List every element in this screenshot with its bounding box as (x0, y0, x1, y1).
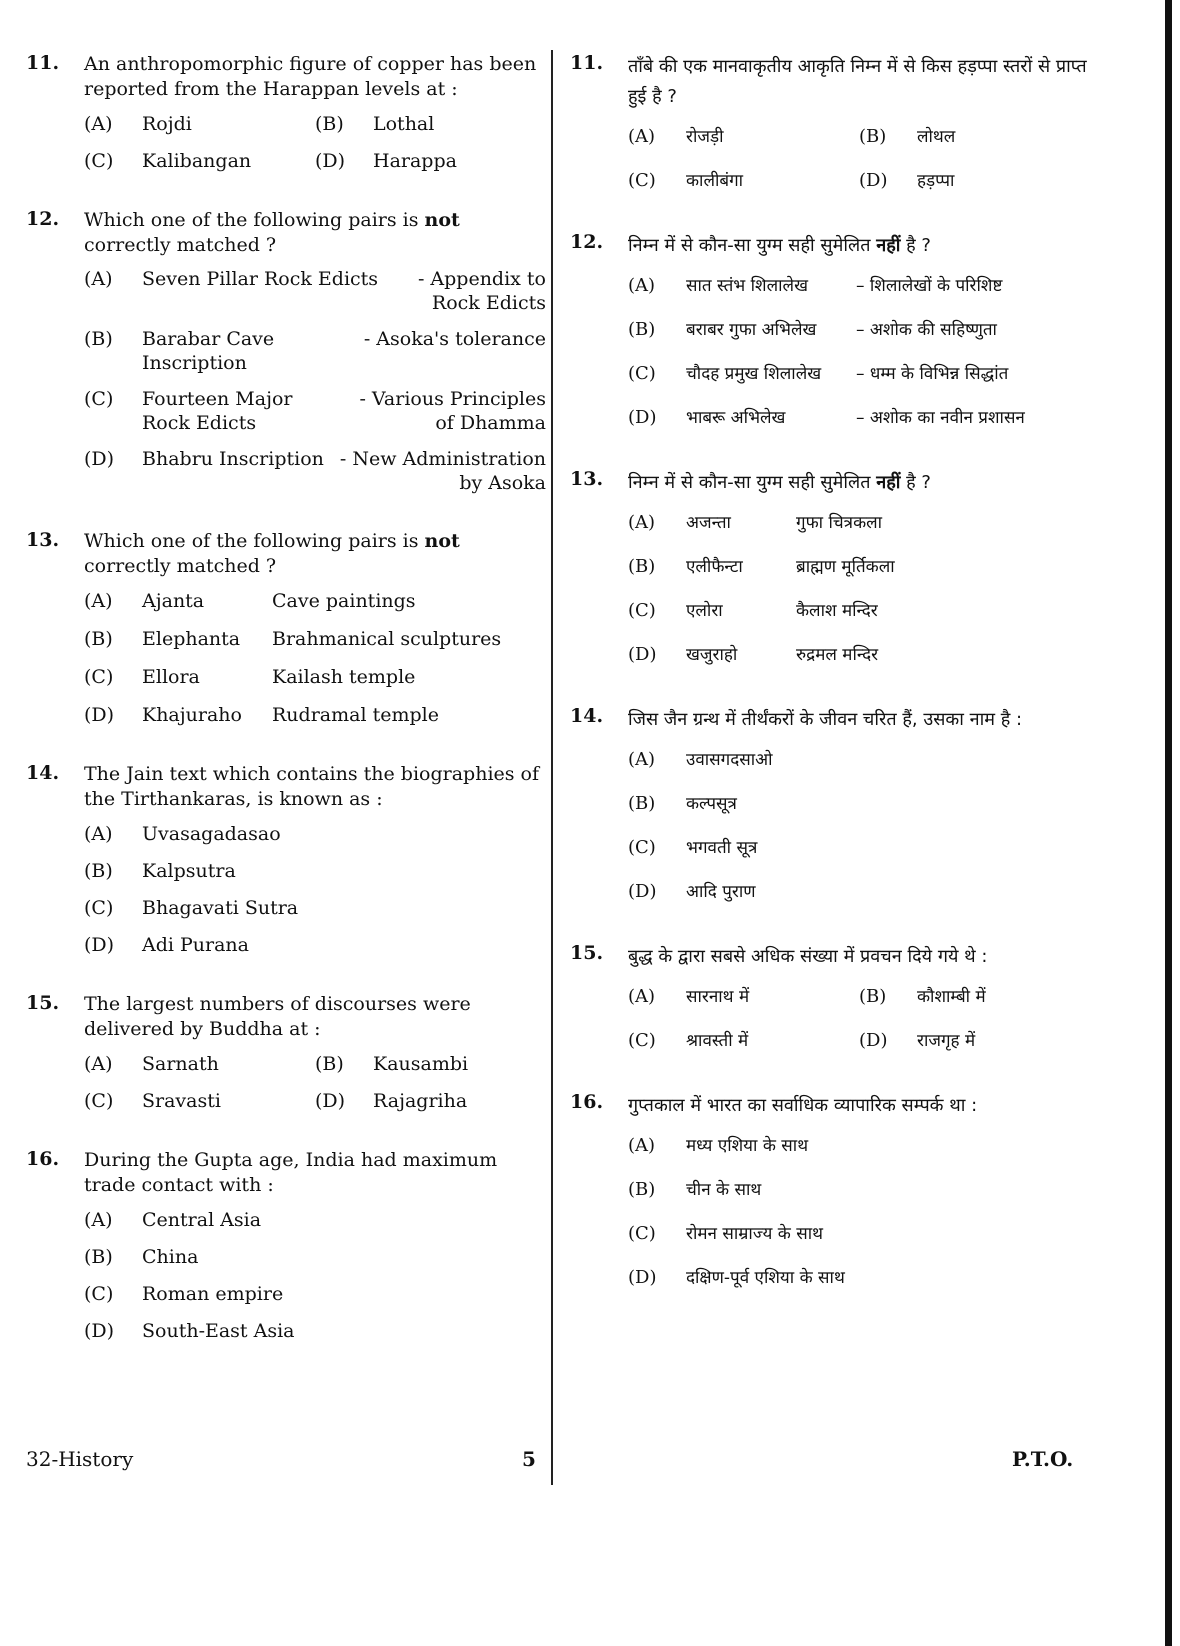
pair-row: (A) अजन्ता गुफा चित्रकला (628, 512, 883, 533)
question-14-hi (570, 705, 1090, 908)
question-number: 15. (26, 992, 60, 1014)
option-row: (D) Adi Purana (84, 934, 249, 956)
question-text: बुद्ध के द्वारा सबसे अधिक संख्या में प्रवचन दिये गये थे : (628, 946, 988, 967)
match-right: - Asoka's tolerance (363, 328, 546, 350)
option-row: (A) Uvasagadasao (84, 823, 281, 845)
option-label: (B) (315, 113, 344, 135)
option-row: (B) Kalpsutra (84, 860, 236, 882)
english-column (26, 52, 546, 1378)
match-row: (B) बराबर गुफा अभिलेख – अशोक की सहिष्णुता (628, 319, 997, 340)
question-11-en (26, 52, 546, 174)
emphasis-not: नहीं (876, 472, 901, 493)
option-label: (D) (315, 150, 346, 172)
option-value: Harappa (373, 150, 457, 172)
question-text: An anthropomorphic figure of copper has been reported from the Harappan levels at : (84, 53, 537, 100)
question-number: 14. (26, 762, 60, 784)
match-right: - Appendix to Rock Edicts (417, 268, 546, 314)
option-row: (B) चीन के साथ (628, 1179, 762, 1200)
match-row: (C) चौदह प्रमुख शिलालेख – धम्म के विभिन्न सिद्धांत (628, 363, 1009, 384)
option-row: (A) रोजड़ी (B) लोथल (628, 126, 956, 147)
option-row (84, 111, 546, 137)
question-number: 13. (570, 468, 604, 490)
match-right: - New Administration by Asoka (339, 448, 546, 494)
match-row: (D) भाबरू अभिलेख – अशोक का नवीन प्रशासन (628, 407, 1025, 428)
option-row: (B) कल्पसूत्र (628, 793, 737, 814)
pair-row: (B) एलीफैन्टा ब्राह्मण मूर्तिकला (628, 556, 895, 577)
pair-row: (B) Elephanta Brahmanical sculptures (84, 628, 502, 650)
emphasis-not: not (424, 530, 460, 552)
question-text: Which one of the following pairs is not correctly matched ? (84, 530, 460, 577)
question-15-hi (570, 942, 1090, 1057)
footer-pto: P.T.O. (1012, 1447, 1074, 1471)
question-12-en (26, 208, 546, 495)
question-number: 12. (26, 208, 60, 230)
option-row: (D) South-East Asia (84, 1320, 295, 1342)
match-left: Bhabru Inscription (142, 448, 324, 470)
match-row: (A) Seven Pillar Rock Edicts - Appendix to Rock Edicts (84, 268, 546, 314)
footer-paper-code: 32-History (26, 1447, 134, 1471)
hindi-column (570, 52, 1090, 1328)
page-edge-bar (1165, 0, 1172, 1646)
option-row: (C) Sravasti (D) Rajagriha (84, 1090, 468, 1112)
question-number: 13. (26, 529, 60, 551)
match-row: (A) सात स्तंभ शिलालेख – शिलालेखों के परिशिष्ट (628, 275, 1003, 296)
match-right: - Various Principles of Dhamma (359, 388, 546, 434)
option-row: (A) उवासगदसाओ (628, 749, 773, 770)
option-row: (C) भगवती सूत्र (628, 837, 758, 858)
match-left: Barabar Cave Inscription (142, 328, 275, 374)
question-number: 11. (570, 52, 604, 74)
option-row: (A) Sarnath (B) Kausambi (84, 1053, 469, 1075)
option-row: (B) China (84, 1246, 199, 1268)
question-text: गुप्तकाल में भारत का सर्वाधिक व्यापारिक सम्पर्क था : (628, 1095, 978, 1116)
question-13-en (26, 529, 546, 728)
question-text: Which one of the following pairs is not correctly matched ? (84, 209, 460, 256)
question-number: 12. (570, 231, 604, 253)
option-row: (A) मध्य एशिया के साथ (628, 1135, 809, 1156)
question-text: निम्न में से कौन-सा युग्म सही सुमेलित नहीं है ? (628, 235, 931, 256)
option-row: (A) सारनाथ में (B) कौशाम्बी में (628, 986, 986, 1007)
question-13-hi (570, 468, 1090, 671)
option-row: (D) आदि पुराण (628, 881, 756, 902)
option-row: (A) Central Asia (84, 1209, 262, 1231)
question-14-en (26, 762, 546, 958)
question-number: 14. (570, 705, 604, 727)
pair-row: (D) Khajuraho Rudramal temple (84, 704, 439, 726)
question-text: During the Gupta age, India had maximum trade contact with : (84, 1149, 498, 1196)
option-row: (C) Bhagavati Sutra (84, 897, 299, 919)
question-number: 16. (570, 1091, 604, 1113)
question-text: The largest numbers of discourses were delivered by Buddha at : (84, 993, 471, 1040)
question-text: The Jain text which contains the biographies of the Tirthankaras, is known as : (84, 763, 540, 810)
option-label: (A) (84, 113, 113, 135)
question-16-en (26, 1148, 546, 1344)
pair-row: (A) Ajanta Cave paintings (84, 590, 416, 612)
option-label: (C) (84, 150, 114, 172)
pair-row: (D) खजुराहो रुद्रमल मन्दिर (628, 644, 879, 665)
pair-row: (C) एलोरा कैलाश मन्दिर (628, 600, 878, 621)
match-left: Seven Pillar Rock Edicts (142, 268, 379, 290)
question-11-hi (570, 52, 1090, 197)
option-value: Kalibangan (142, 150, 252, 172)
match-row: (C) Fourteen Major Rock Edicts - Various Principles of Dhamma (84, 388, 546, 434)
option-row: (D) दक्षिण-पूर्व एशिया के साथ (628, 1267, 845, 1288)
question-text: निम्न में से कौन-सा युग्म सही सुमेलित नहीं है ? (628, 472, 931, 493)
match-row: (B) Barabar Cave Inscription - Asoka's tolerance (84, 328, 546, 374)
option-row: (C) कालीबंगा (D) हड़प्पा (628, 170, 955, 191)
match-row: (D) Bhabru Inscription - New Administration by Asoka (84, 448, 546, 494)
option-row: (C) रोमन साम्राज्य के साथ (628, 1223, 824, 1244)
question-text: ताँबे की एक मानवाकृतीय आकृति निम्न में से किस हड़प्पा स्तरों से प्राप्त हुई है ? (628, 56, 1087, 107)
option-row: (C) Roman empire (84, 1283, 284, 1305)
question-text: जिस जैन ग्रन्थ में तीर्थंकरों के जीवन चरित हैं, उसका नाम है : (628, 709, 1023, 730)
emphasis-not: नहीं (876, 235, 901, 256)
question-12-hi (570, 231, 1090, 434)
pair-row: (C) Ellora Kailash temple (84, 666, 416, 688)
question-number: 15. (570, 942, 604, 964)
question-15-en (26, 992, 546, 1114)
match-left: Fourteen Major Rock Edicts (142, 388, 293, 434)
footer-page-number: 5 (522, 1447, 536, 1471)
question-number: 16. (26, 1148, 60, 1170)
option-row: (C) श्रावस्ती में (D) राजगृह में (628, 1030, 976, 1051)
question-number: 11. (26, 52, 60, 74)
column-divider (551, 50, 553, 1485)
option-value: Rojdi (142, 113, 192, 135)
question-16-hi (570, 1091, 1090, 1294)
option-row (84, 148, 546, 174)
emphasis-not: not (424, 209, 460, 231)
option-value: Lothal (373, 113, 435, 135)
